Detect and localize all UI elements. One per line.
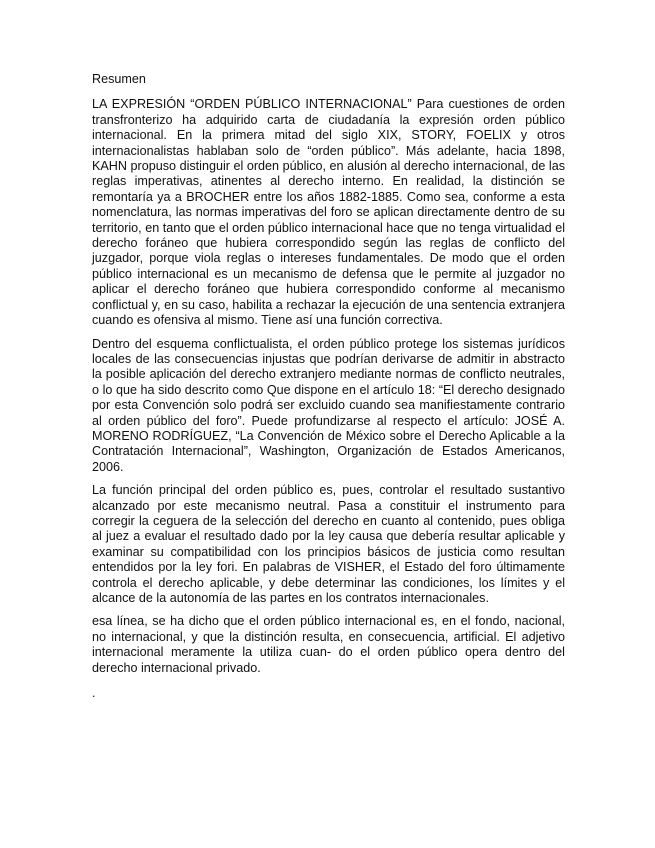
document-page xyxy=(92,72,565,701)
paragraph-esquema-conflictualista: Dentro del esquema conflictualista, el orden público protege los sistemas jurídicos locales de las consecuencias injustas que podrían derivarse de admitir in abstracto la posible aplicación del derecho extranjero mediante normas de conflicto neutrales, o lo que ha sido descrito como Que dispone en el artículo 18: “El derecho designado por esta Convención solo podrá ser excluido cuando sea manifiestamente contrario al orden público del foro”. Puede profundizarse al respecto el artículo: JOSÉ A. MORENO RODRÍGUEZ, “La Convención de México sobre el Derecho Aplicable a la Contratación Internacional”, Washington, Organización de Estados Americanos, 2006. xyxy=(92,336,565,474)
paragraph-esa-linea: esa línea, se ha dicho que el orden público internacional es, en el fondo, nacional, no internacional, y que la distinción resulta, en consecuencia, artificial. El adjetivo internacional meramente la utiliza cuan- do el orden público opera dentro del derecho internacional privado. xyxy=(92,614,565,675)
document-heading: Resumen xyxy=(92,72,146,86)
paragraph-funcion-principal: La función principal del orden público es, pues, controlar el resultado sustantivo alcanzado por este mecanismo neutral. Pasa a constituir el instrumento para corregir la ceguera de la selección del derecho en cuanto al contenido, pues obliga al juez a evaluar el resultado dado por la ley causa que debería resultar aplicable y examinar su compatibilidad con los principios básicos de justicia como resultan entendidos por la ley fori. En palabras de VISHER, el Estado del foro últimamente controla el derecho aplicable, y debe determinar las condiciones, los límites y el alcance de la autonomía de las partes en los contratos internacionales. xyxy=(92,483,565,605)
trailing-mark: . xyxy=(92,686,96,701)
paragraph-orden-publico-internacional: LA EXPRESIÓN “ORDEN PÚBLICO INTERNACIONAL” Para cuestiones de orden transfronterizo ha adquirido carta de ciudadanía la expresión orden público internacional. En la primera mitad del siglo XIX, STORY, FOELIX y otros internacionalistas hablaban solo de “orden público”. Más adelante, hacia 1898, KAHN propuso distinguir el orden público, en alusión al derecho internacional, de las reglas imperativas, atinentes al derecho interno. En realidad, la distinción se remontaría ya a BROCHER entre los años 1882-1885. Como sea, conforme a esta nomenclatura, las normas imperativas del foro se aplican directamente dentro de su territorio, en tanto que el orden público internacional hace que no tenga virtualidad el derecho foráneo que hubiera correspondido según las reglas de conflicto del juzgador, porque viola reglas o intereses fundamentales. De modo que el orden público internacional es un mecanismo de defensa que le permite al juzgador no aplicar el derecho foráneo que hubiera correspondido conforme al mecanismo conflictual y, en su caso, habilita a rechazar la ejecución de una sentencia extranjera cuando es ofensiva al mismo. Tiene así una función correctiva. xyxy=(92,97,565,328)
